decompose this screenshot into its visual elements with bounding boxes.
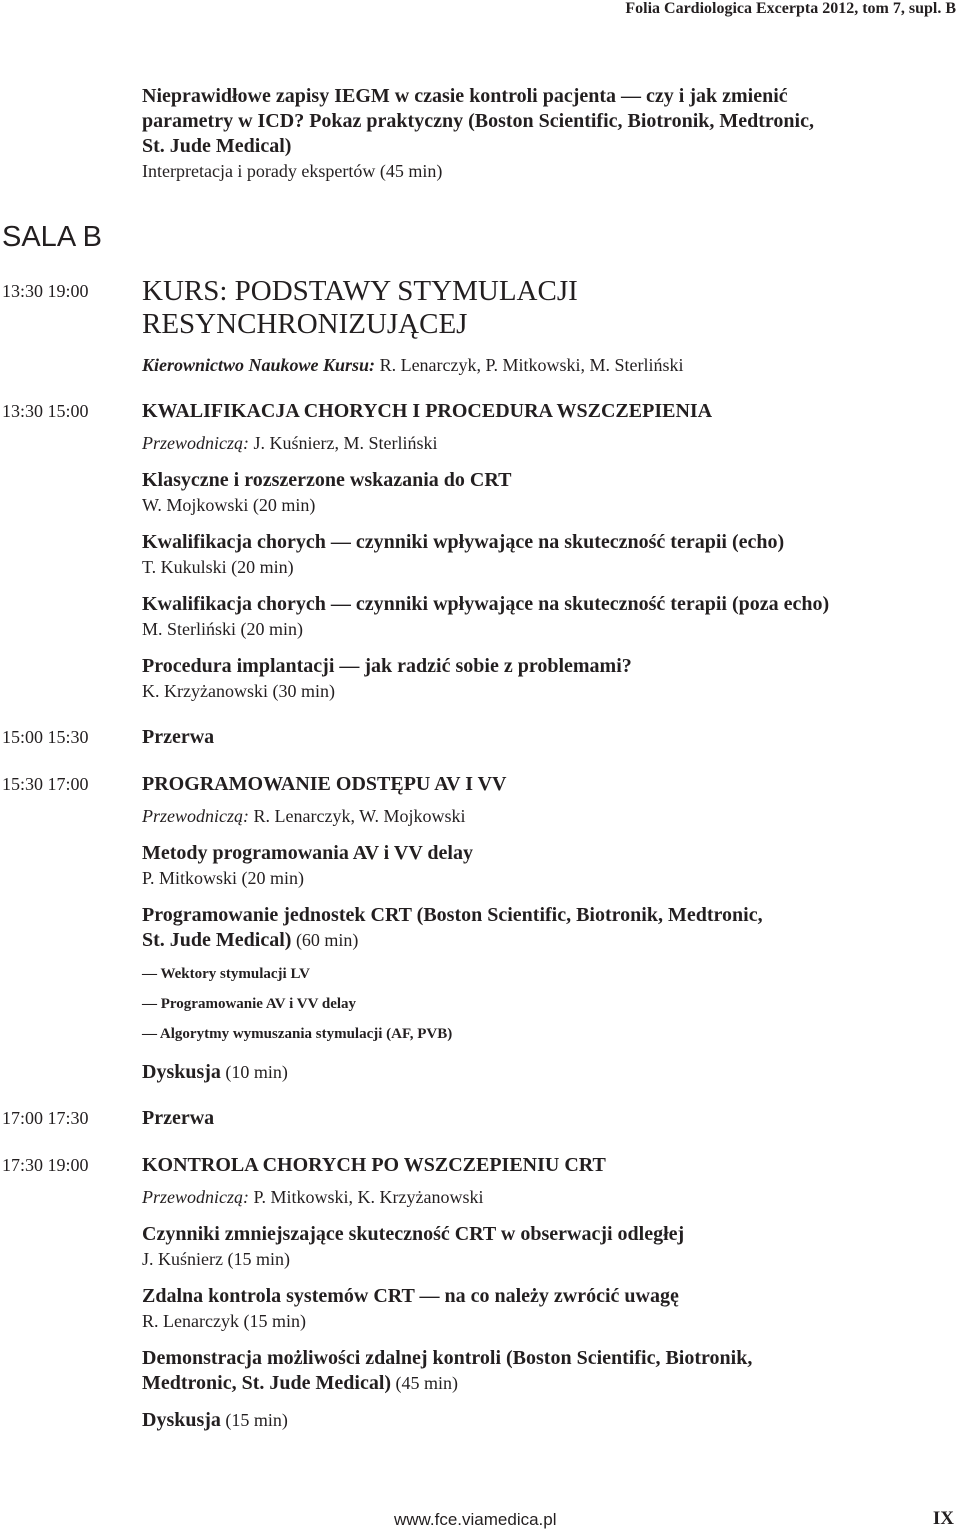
sub-item: — Programowanie AV i VV delay bbox=[142, 996, 357, 1012]
talk bbox=[142, 530, 952, 580]
session-block bbox=[0, 1151, 960, 1433]
sub-item: — Algorytmy wymuszania stymulacji (AF, PVB) bbox=[142, 1026, 453, 1042]
break-title: Przerwa bbox=[142, 726, 215, 748]
chairs-names: P. Mitkowski, K. Krzyżanowski bbox=[249, 1187, 484, 1207]
break-title: Przerwa bbox=[142, 1107, 215, 1129]
talk-title: Kwalifikacja chorych — czynniki wpływające na skuteczność terapii (poza echo) bbox=[142, 593, 830, 615]
discussion-label: Dyskusja bbox=[142, 1409, 221, 1431]
chairs-label: Przewodniczą: bbox=[142, 806, 249, 826]
room-heading: SALA B bbox=[2, 221, 102, 253]
course-time: 13:30 19:00 bbox=[2, 281, 89, 301]
talk-speaker: J. Kuśnierz (15 min) bbox=[142, 1249, 290, 1269]
talk bbox=[142, 1284, 952, 1334]
footer-url: www.fce.viamedica.pl bbox=[394, 1510, 557, 1529]
intro-talk bbox=[142, 84, 942, 184]
session-chairs bbox=[142, 431, 952, 456]
talk-title-line: Programowanie jednostek CRT (Boston Scientific, Biotronik, Medtronic, bbox=[142, 904, 763, 926]
intro-title-line: St. Jude Medical) bbox=[142, 135, 292, 157]
talk bbox=[142, 654, 952, 704]
talk-title: Czynniki zmniejszające skuteczność CRT w obserwacji odległej bbox=[142, 1223, 685, 1245]
chairs-names: R. Lenarczyk, W. Mojkowski bbox=[249, 806, 466, 826]
session-title: KONTROLA CHORYCH PO WSZCZEPIENIU CRT bbox=[142, 1154, 606, 1176]
discussion-label: Dyskusja bbox=[142, 1061, 221, 1083]
sub-item-list bbox=[142, 964, 952, 1044]
talk bbox=[142, 592, 952, 642]
break-block bbox=[0, 1104, 960, 1132]
session-time: 15:00 15:30 bbox=[2, 727, 89, 747]
talk-title: Zdalna kontrola systemów CRT — na co należy zwrócić uwagę bbox=[142, 1285, 679, 1307]
talk-speaker: K. Krzyżanowski (30 min) bbox=[142, 681, 335, 701]
talk-title-line bbox=[142, 928, 952, 953]
session-time: 17:30 19:00 bbox=[2, 1155, 89, 1175]
talk bbox=[142, 468, 952, 518]
talk-title: Klasyczne i rozszerzone wskazania do CRT bbox=[142, 469, 512, 491]
course-block bbox=[0, 275, 960, 378]
talk-speaker: R. Lenarczyk (15 min) bbox=[142, 1311, 306, 1331]
intro-subtitle: Interpretacja i porady ekspertów (45 min) bbox=[142, 161, 443, 181]
course-leadership bbox=[142, 353, 952, 378]
talk-speaker: M. Sterliński (20 min) bbox=[142, 619, 303, 639]
course-title-line: KURS: PODSTAWY STYMULACJI bbox=[142, 275, 578, 307]
talk-title: Metody programowania AV i VV delay bbox=[142, 842, 473, 864]
session-title: PROGRAMOWANIE ODSTĘPU AV I VV bbox=[142, 773, 507, 795]
chairs-label: Przewodniczą: bbox=[142, 433, 249, 453]
talk-title: Kwalifikacja chorych — czynniki wpływające na skuteczność terapii (echo) bbox=[142, 531, 785, 553]
chairs-label: Przewodniczą: bbox=[142, 1187, 249, 1207]
discussion-duration: (10 min) bbox=[220, 1062, 288, 1082]
talk-title-line bbox=[142, 1371, 952, 1396]
talk-duration: (60 min) bbox=[291, 930, 359, 950]
session-title: KWALIFIKACJA CHORYCH I PROCEDURA WSZCZEPIENIA bbox=[142, 400, 713, 422]
talk bbox=[142, 903, 952, 953]
intro-title-line: Nieprawidłowe zapisy IEGM w czasie kontroli pacjenta — czy i jak zmienić bbox=[142, 85, 788, 107]
talk-speaker: P. Mitkowski (20 min) bbox=[142, 868, 305, 888]
session-chairs bbox=[142, 804, 952, 829]
sub-item: — Wektory stymulacji LV bbox=[142, 966, 310, 982]
session-block bbox=[0, 397, 960, 704]
talk-title-line-text: St. Jude Medical) bbox=[142, 929, 292, 951]
discussion-duration: (15 min) bbox=[220, 1410, 288, 1430]
page-number: IX bbox=[932, 1508, 954, 1529]
talk bbox=[142, 1222, 952, 1272]
discussion bbox=[142, 1408, 952, 1433]
course-leadership-label: Kierownictwo Naukowe Kursu: bbox=[142, 355, 376, 375]
intro-title-line: parametry w ICD? Pokaz praktyczny (Boston Scientific, Biotronik, Medtronic, bbox=[142, 110, 814, 132]
chairs-names: J. Kuśnierz, M. Sterliński bbox=[249, 433, 438, 453]
talk-speaker: T. Kukulski (20 min) bbox=[142, 557, 294, 577]
programme-page bbox=[0, 84, 960, 1433]
discussion bbox=[142, 1060, 952, 1085]
talk bbox=[142, 841, 952, 891]
session-chairs bbox=[142, 1185, 952, 1210]
talk-title: Procedura implantacji — jak radzić sobie z problemami? bbox=[142, 655, 632, 677]
session-time: 13:30 15:00 bbox=[2, 401, 89, 421]
talk-speaker: W. Mojkowski (20 min) bbox=[142, 495, 316, 515]
course-leadership-names: R. Lenarczyk, P. Mitkowski, M. Sterliński bbox=[375, 355, 684, 375]
talk-title-line-text: Medtronic, St. Jude Medical) bbox=[142, 1372, 392, 1394]
running-head: Folia Cardiologica Excerpta 2012, tom 7, supl. B bbox=[625, 0, 956, 17]
break-block bbox=[0, 723, 960, 751]
talk-duration: (45 min) bbox=[391, 1373, 459, 1393]
talk-title-line: Demonstracja możliwości zdalnej kontroli (Boston Scientific, Biotronik, bbox=[142, 1347, 753, 1369]
course-title-line: RESYNCHRONIZUJĄCEJ bbox=[142, 308, 468, 340]
session-time: 17:00 17:30 bbox=[2, 1108, 89, 1128]
session-block bbox=[0, 770, 960, 1085]
session-time: 15:30 17:00 bbox=[2, 774, 89, 794]
talk bbox=[142, 1346, 952, 1396]
